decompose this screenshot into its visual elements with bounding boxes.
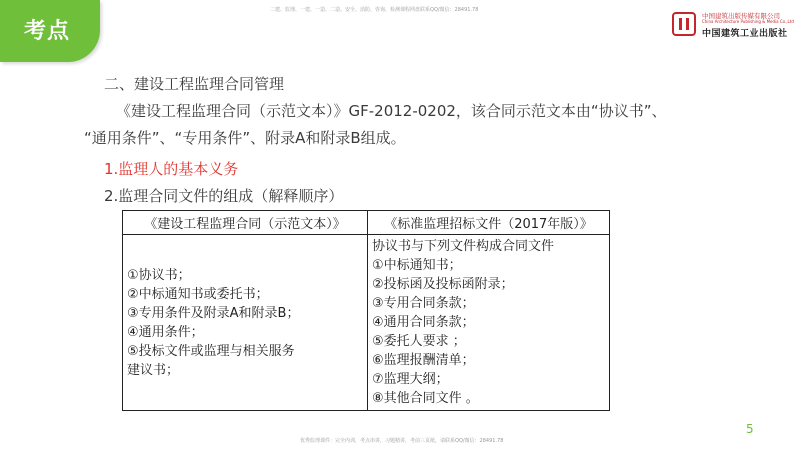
table-row bbox=[123, 235, 610, 411]
badge-label: 考点 bbox=[24, 19, 71, 44]
list-item: 建议书； bbox=[127, 362, 180, 378]
list-item: ④通用合同条款； bbox=[372, 315, 475, 330]
left-cell bbox=[123, 235, 368, 411]
intro-line-2: “通用条件”、“专用条件”、附录A和附录B组成。 bbox=[84, 129, 406, 147]
publisher-cn-name: 中国建筑出版传媒有限公司 bbox=[702, 12, 780, 20]
publisher-logo bbox=[672, 10, 792, 42]
list-item: ⑥监理报酬清单； bbox=[372, 353, 475, 368]
point-1-heading: 1.监理人的基本义务 bbox=[104, 160, 239, 178]
topic-badge bbox=[0, 0, 100, 62]
list-item: ①协议书； bbox=[127, 267, 191, 283]
contract-documents-table bbox=[122, 210, 610, 411]
table-header-row bbox=[123, 211, 610, 235]
list-item: ②投标函及投标函附录； bbox=[372, 277, 514, 292]
section-title: 二、建设工程监理合同管理 bbox=[104, 75, 285, 93]
publisher-calligraphy: 中国建筑工业出版社 bbox=[702, 29, 788, 39]
header-watermark-note: 二建、监理、一建、一造、二造、安全、消防、咨询、检测课程网盘联系QQ/微信：28491.78 bbox=[270, 7, 479, 13]
intro-line-1: 《建设工程监理合同（示范文本）》GF-2012-0202，该合同示范文本由“协议书”、 bbox=[116, 102, 667, 120]
right-cell bbox=[368, 235, 610, 411]
list-item: ⑤委托人要求 ； bbox=[372, 334, 466, 349]
page-number: 5 bbox=[746, 422, 754, 436]
publisher-en-name: China Architecture Publishing & Media Co.,Ltd bbox=[702, 19, 794, 24]
list-item: ③专用条件及附录A和附录B； bbox=[127, 305, 300, 321]
list-item: ⑤投标文件或监理与相关服务 bbox=[127, 343, 295, 359]
point-2-heading: 2.监理合同文件的组成（解释顺序） bbox=[104, 187, 344, 205]
list-item: ④通用条件； bbox=[127, 324, 204, 340]
footer-watermark-note: 优秀监理课件：完全内训，考点串讲，习题精讲，考前三页纸，请联系QQ/微信：28491.78 bbox=[300, 438, 504, 444]
publisher-emblem-icon bbox=[672, 12, 696, 36]
list-item: ③专用合同条款； bbox=[372, 296, 475, 311]
list-item: 协议书与下列文件构成合同文件 bbox=[372, 239, 555, 254]
table-header-cell: 《标准监理招标文件（2017年版）》 bbox=[368, 211, 610, 235]
list-item: ②中标通知书或委托书； bbox=[127, 286, 269, 302]
table-header-cell: 《建设工程监理合同（示范文本）》 bbox=[123, 211, 368, 235]
list-item: ⑦监理大纲； bbox=[372, 372, 449, 387]
list-item: ①中标通知书； bbox=[372, 258, 462, 273]
list-item: ⑧其他合同文件 。 bbox=[372, 391, 479, 406]
